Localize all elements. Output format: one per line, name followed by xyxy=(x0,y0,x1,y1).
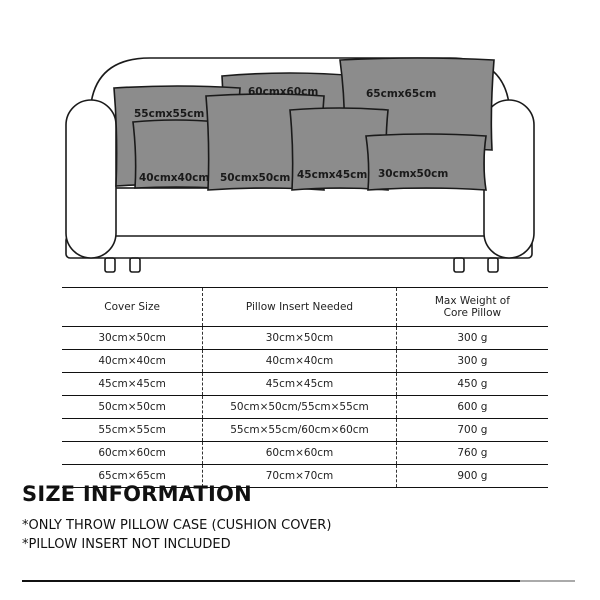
pillow-label-50: 50cmx50cm xyxy=(220,172,291,184)
header-max-weight-line2: Core Pillow xyxy=(443,307,502,319)
pillow-label-60: 60cmx60cm xyxy=(248,86,319,98)
sofa-leg xyxy=(488,258,498,272)
cell-cover-size: 30cm×50cm xyxy=(62,327,203,350)
table-row xyxy=(62,419,548,442)
cell-max-weight: 450 g xyxy=(396,373,548,396)
sofa-leg xyxy=(454,258,464,272)
header-pillow-insert: Pillow Insert Needed xyxy=(203,288,397,327)
cell-pillow-insert: 40cm×40cm xyxy=(203,350,397,373)
cell-max-weight: 600 g xyxy=(396,396,548,419)
cell-cover-size: 60cm×60cm xyxy=(62,442,203,465)
cell-cover-size: 50cm×50cm xyxy=(62,396,203,419)
cell-max-weight: 300 g xyxy=(396,350,548,373)
table-row xyxy=(62,327,548,350)
header-max-weight xyxy=(396,288,548,327)
table-row xyxy=(62,373,548,396)
cell-max-weight: 760 g xyxy=(396,442,548,465)
cell-cover-size: 40cm×40cm xyxy=(62,350,203,373)
sofa-leg xyxy=(105,258,115,272)
size-table xyxy=(62,287,548,488)
cell-max-weight: 300 g xyxy=(396,327,548,350)
cell-max-weight: 700 g xyxy=(396,419,548,442)
table-row xyxy=(62,350,548,373)
cell-cover-size: 65cm×65cm xyxy=(62,465,203,488)
cell-pillow-insert: 30cm×50cm xyxy=(203,327,397,350)
note-pillow-case-only: *ONLY THROW PILLOW CASE (CUSHION COVER) xyxy=(22,518,332,533)
cell-pillow-insert: 45cm×45cm xyxy=(203,373,397,396)
size-information-heading: SIZE INFORMATION xyxy=(22,482,252,506)
cell-pillow-insert: 55cm×55cm/60cm×60cm xyxy=(203,419,397,442)
pillow-label-45: 45cmx45cm xyxy=(297,169,368,181)
sofa-left-arm xyxy=(66,100,116,258)
cell-pillow-insert: 70cm×70cm xyxy=(203,465,397,488)
cell-cover-size: 55cm×55cm xyxy=(62,419,203,442)
bottom-divider xyxy=(22,580,520,582)
table-header-row xyxy=(62,288,548,327)
cell-cover-size: 45cm×45cm xyxy=(62,373,203,396)
pillow-label-40: 40cmx40cm xyxy=(139,172,210,184)
sofa-seat xyxy=(112,188,488,238)
sofa-illustration xyxy=(0,0,600,290)
sofa-leg xyxy=(130,258,140,272)
pillow-label-65: 65cmx65cm xyxy=(366,88,437,100)
bottom-divider-accent xyxy=(520,580,575,582)
note-insert-not-included: *PILLOW INSERT NOT INCLUDED xyxy=(22,537,231,552)
header-max-weight-line1: Max Weight of xyxy=(434,294,510,307)
table-row xyxy=(62,442,548,465)
cell-pillow-insert: 60cm×60cm xyxy=(203,442,397,465)
pillow-label-55: 55cmx55cm xyxy=(134,108,205,120)
cell-max-weight: 900 g xyxy=(396,465,548,488)
pillow-30 xyxy=(366,134,486,190)
sofa-base xyxy=(66,236,532,258)
pillow-label-30: 30cmx50cm xyxy=(378,168,449,180)
table-row xyxy=(62,396,548,419)
cell-pillow-insert: 50cm×50cm/55cm×55cm xyxy=(203,396,397,419)
header-cover-size: Cover Size xyxy=(62,288,203,327)
